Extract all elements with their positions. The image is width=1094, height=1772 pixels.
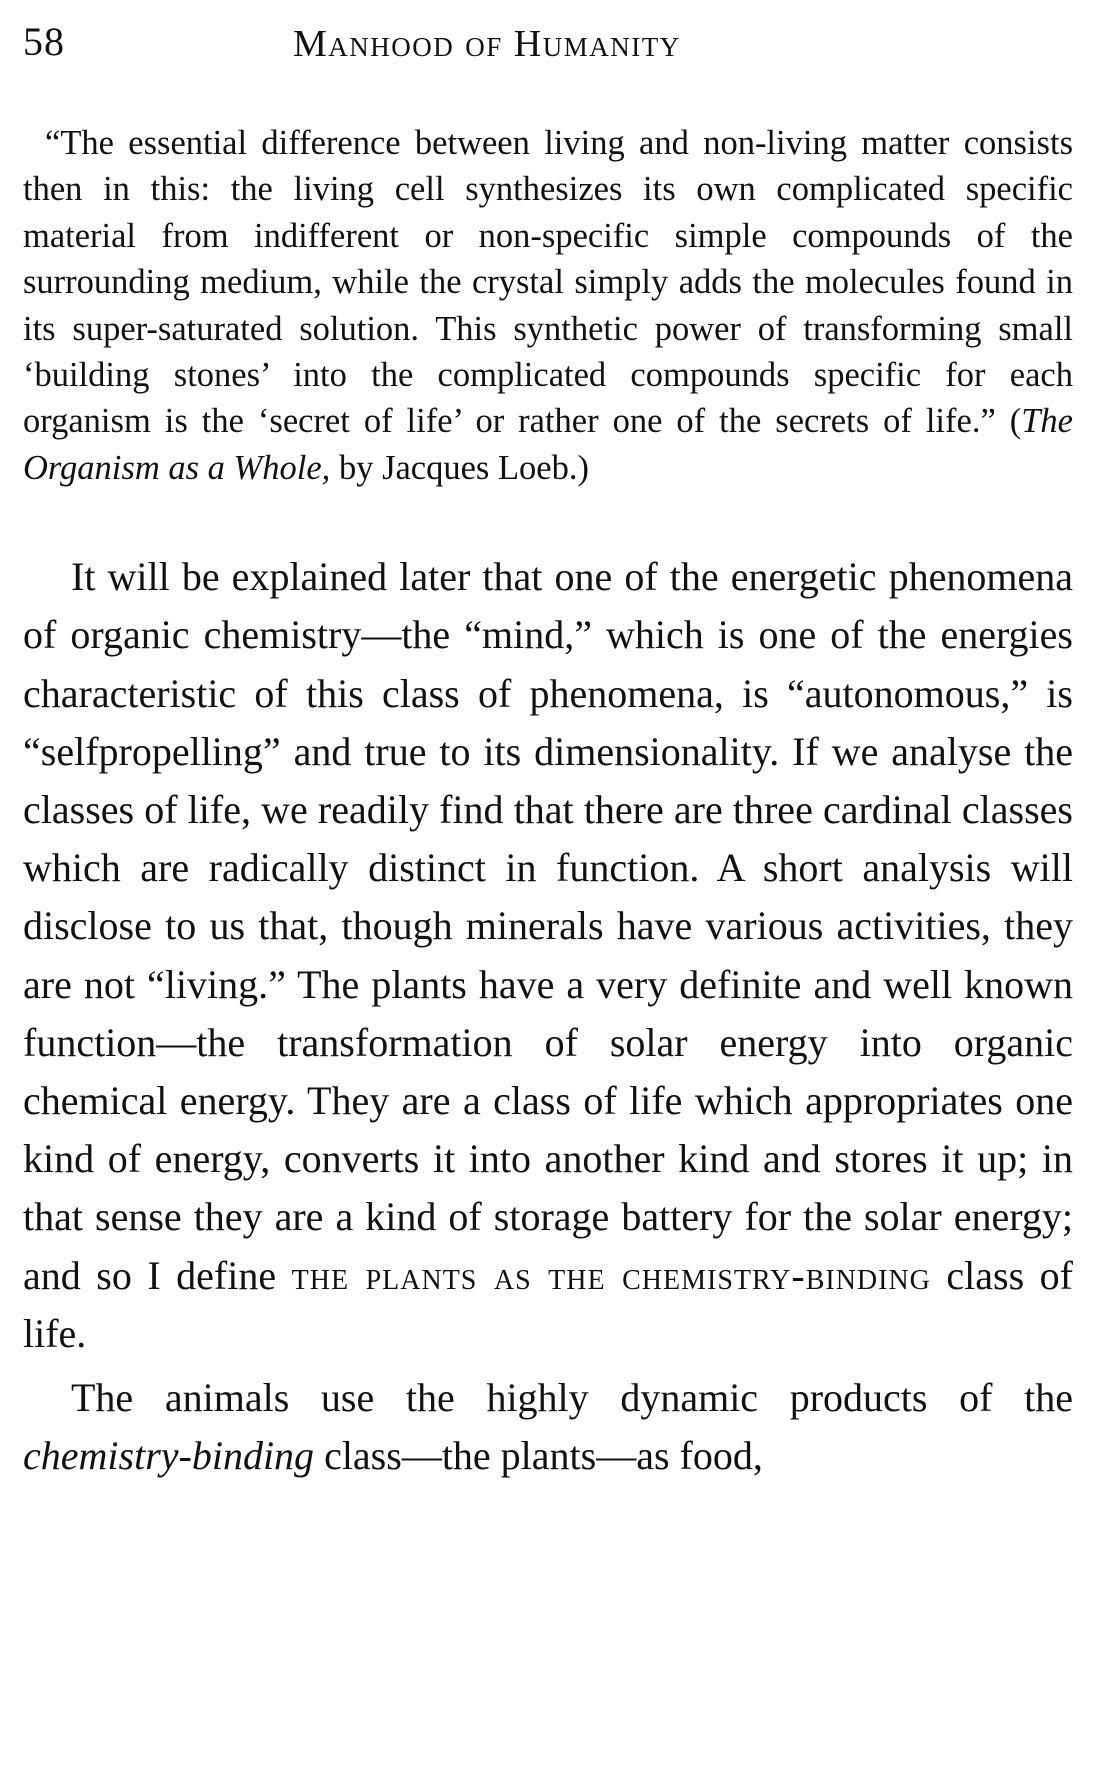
body-text [23,548,1073,1485]
page-number: 58 [23,19,65,64]
paragraph-1-small-caps: the plants as the chemistry-binding [291,1252,931,1298]
block-quote [23,120,1073,491]
running-head-title: Manhood of Humanity [293,23,681,65]
quote-citation-open: ( [995,402,1022,441]
paragraph-1-ending: class of life. [23,1252,1074,1356]
quote-citation-rest: by Jacques Loeb.) [330,448,589,487]
paragraph-2-ending: class—the plants—as food, [314,1433,763,1479]
page-header [23,14,1073,70]
paragraph-2 [23,1369,1073,1485]
book-page [23,14,1073,1486]
quote-text: “The essential difference between living and non-living matter consists then in this: the living cell synthesizes its own complicated specific material from indifferent or non-specific simple compounds of the surrounding medium, while the crystal simply adds the molecules found in its super-saturated solution. This synthetic power of transforming small ‘building stones’ into the complicated compounds specific for each organism is the ‘secret of life’ or rather one of the secrets of life.” [23,124,1073,441]
quote-citation-title: The Organism as a Whole, [23,402,1073,487]
paragraph-2-italic: chemistry-binding [23,1433,315,1479]
paragraph-2-text: The animals use the highly dynamic products of the [71,1375,1073,1421]
paragraph-1 [23,548,1073,1363]
paragraph-1-text: It will be explained later that one of the energetic phenomena of organic chemistry—the “mind,” which is one of the energies characteristic of this class of phenomena, is “autonomous,” is “selfpropelling” and true to its dimensionality. If we analyse the classes of life, we readily find that there are three cardinal classes which are radically distinct in function. A short analysis will disclose to us that, though minerals have various activities, they are not “living.” The plants have a very definite and well known function—the transformation of solar energy into organic chemical energy. They are a class of life which appropriates one kind of energy, converts it into another kind and stores it up; in that sense they are a kind of storage battery for the solar energy; and so I define [23,554,1073,1298]
